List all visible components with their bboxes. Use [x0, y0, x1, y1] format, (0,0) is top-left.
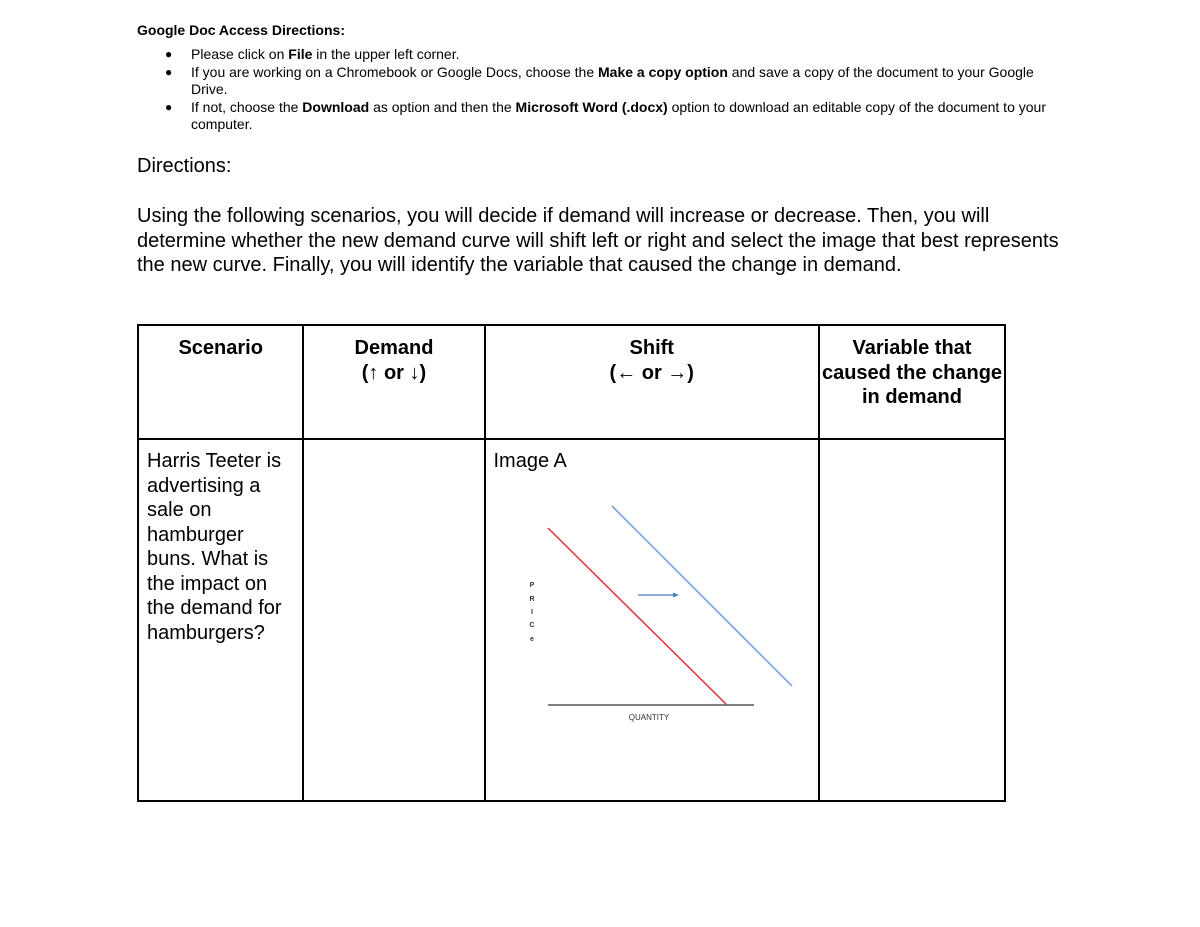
access-directions-list: [137, 46, 1067, 134]
bullet-icon: ●: [165, 47, 173, 61]
bullet-icon: ●: [165, 64, 173, 79]
shift-image-cell: [485, 439, 820, 801]
demand-shift-graph: [486, 440, 824, 800]
y-axis-letter: e: [529, 636, 534, 643]
table-header-row: [138, 325, 1005, 439]
y-axis-letter: I: [530, 609, 533, 616]
y-axis-letter: R: [528, 596, 535, 603]
scenario-table: [137, 324, 1006, 802]
new-demand-curve: [612, 506, 792, 686]
original-demand-curve: [548, 528, 726, 704]
list-item: ● Please click on File in the upper left corner.: [165, 46, 460, 62]
header-demand: Demand (↑ or ↓): [303, 325, 484, 439]
header-shift: Shift (← or →): [485, 325, 820, 439]
header-variable: Variable that caused the change in demand: [819, 325, 1005, 439]
variable-answer-cell[interactable]: [819, 439, 1005, 801]
header-scenario: Scenario: [138, 325, 303, 439]
y-axis-letter: P: [529, 582, 534, 589]
access-directions-title: Google Doc Access Directions:: [137, 22, 345, 38]
demand-answer-cell[interactable]: [303, 439, 484, 801]
image-label: Image A: [493, 450, 567, 472]
table-row: [138, 439, 1005, 801]
arrow-head-icon: [673, 593, 679, 598]
y-axis-letter: C: [528, 622, 535, 629]
scenario-text: Harris Teeter is advertising a sale on hamburger buns. What is the impact on the demand for hamburgers?: [147, 450, 282, 644]
directions-paragraph: Using the following scenarios, you will decide if demand will increase or decrease. Then, you will determine whether the new demand curve will shift left or right and select the image that best represents the new curve. Finally, you will identify the variable that caused the change in demand.: [137, 205, 1059, 276]
x-axis-label: QUANTITY: [628, 713, 669, 722]
scenario-cell: [138, 439, 303, 801]
bullet-icon: ●: [165, 99, 173, 114]
list-item: ● If you are working on a Chromebook or Google Docs, choose the Make a copy option and save a copy of the document to your Google Drive.: [165, 63, 1034, 97]
list-item: ● If not, choose the Download as option and then the Microsoft Word (.docx) option to download an editable copy of the document to your computer.: [165, 98, 1046, 132]
directions-heading: Directions:: [137, 155, 232, 177]
